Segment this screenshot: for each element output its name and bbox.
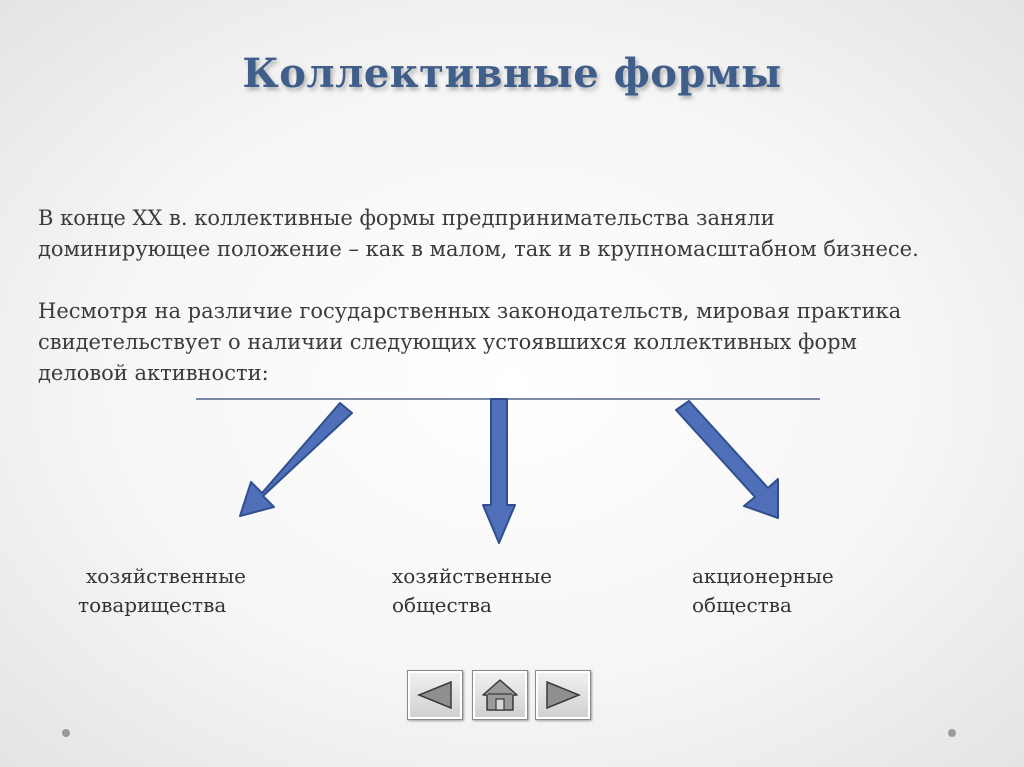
form-label-line-2: общества bbox=[392, 593, 492, 617]
previous-slide-button[interactable] bbox=[407, 670, 463, 720]
form-label-line-1: хозяйственные bbox=[86, 564, 246, 588]
next-slide-button[interactable] bbox=[535, 670, 591, 720]
decorative-dot bbox=[62, 729, 70, 737]
home-button[interactable] bbox=[472, 670, 528, 720]
intro-paragraph bbox=[38, 203, 998, 265]
practice-line-1: Несмотря на различие государственных законодательств, мировая практика bbox=[38, 299, 902, 323]
practice-paragraph bbox=[38, 296, 998, 389]
form-label-joint-stock bbox=[692, 562, 834, 620]
arrow-middle bbox=[483, 399, 515, 543]
practice-line-2: свидетельствует о наличии следующих устоявшихся коллективных форм bbox=[38, 330, 857, 354]
practice-line-3: деловой активности: bbox=[38, 361, 269, 385]
form-label-line-2: товарищества bbox=[78, 593, 227, 617]
form-label-partnerships bbox=[78, 562, 246, 620]
triangle-left-icon bbox=[415, 679, 455, 711]
intro-line-1: В конце XX в. коллективные формы предпринимательства заняли bbox=[38, 206, 775, 230]
form-label-line-2: общества bbox=[692, 593, 792, 617]
form-label-line-1: хозяйственные bbox=[392, 564, 552, 588]
form-label-line-1: акционерные bbox=[692, 564, 834, 588]
form-label-companies bbox=[392, 562, 552, 620]
decorative-dot bbox=[948, 729, 956, 737]
arrow-left bbox=[240, 403, 352, 516]
triangle-right-icon bbox=[543, 679, 583, 711]
slide-title: Коллективные формы bbox=[242, 50, 782, 97]
intro-line-2: доминирующее положение – как в малом, так и в крупномасштабном бизнесе. bbox=[38, 237, 919, 261]
home-icon bbox=[480, 677, 520, 713]
arrow-right bbox=[676, 401, 778, 518]
